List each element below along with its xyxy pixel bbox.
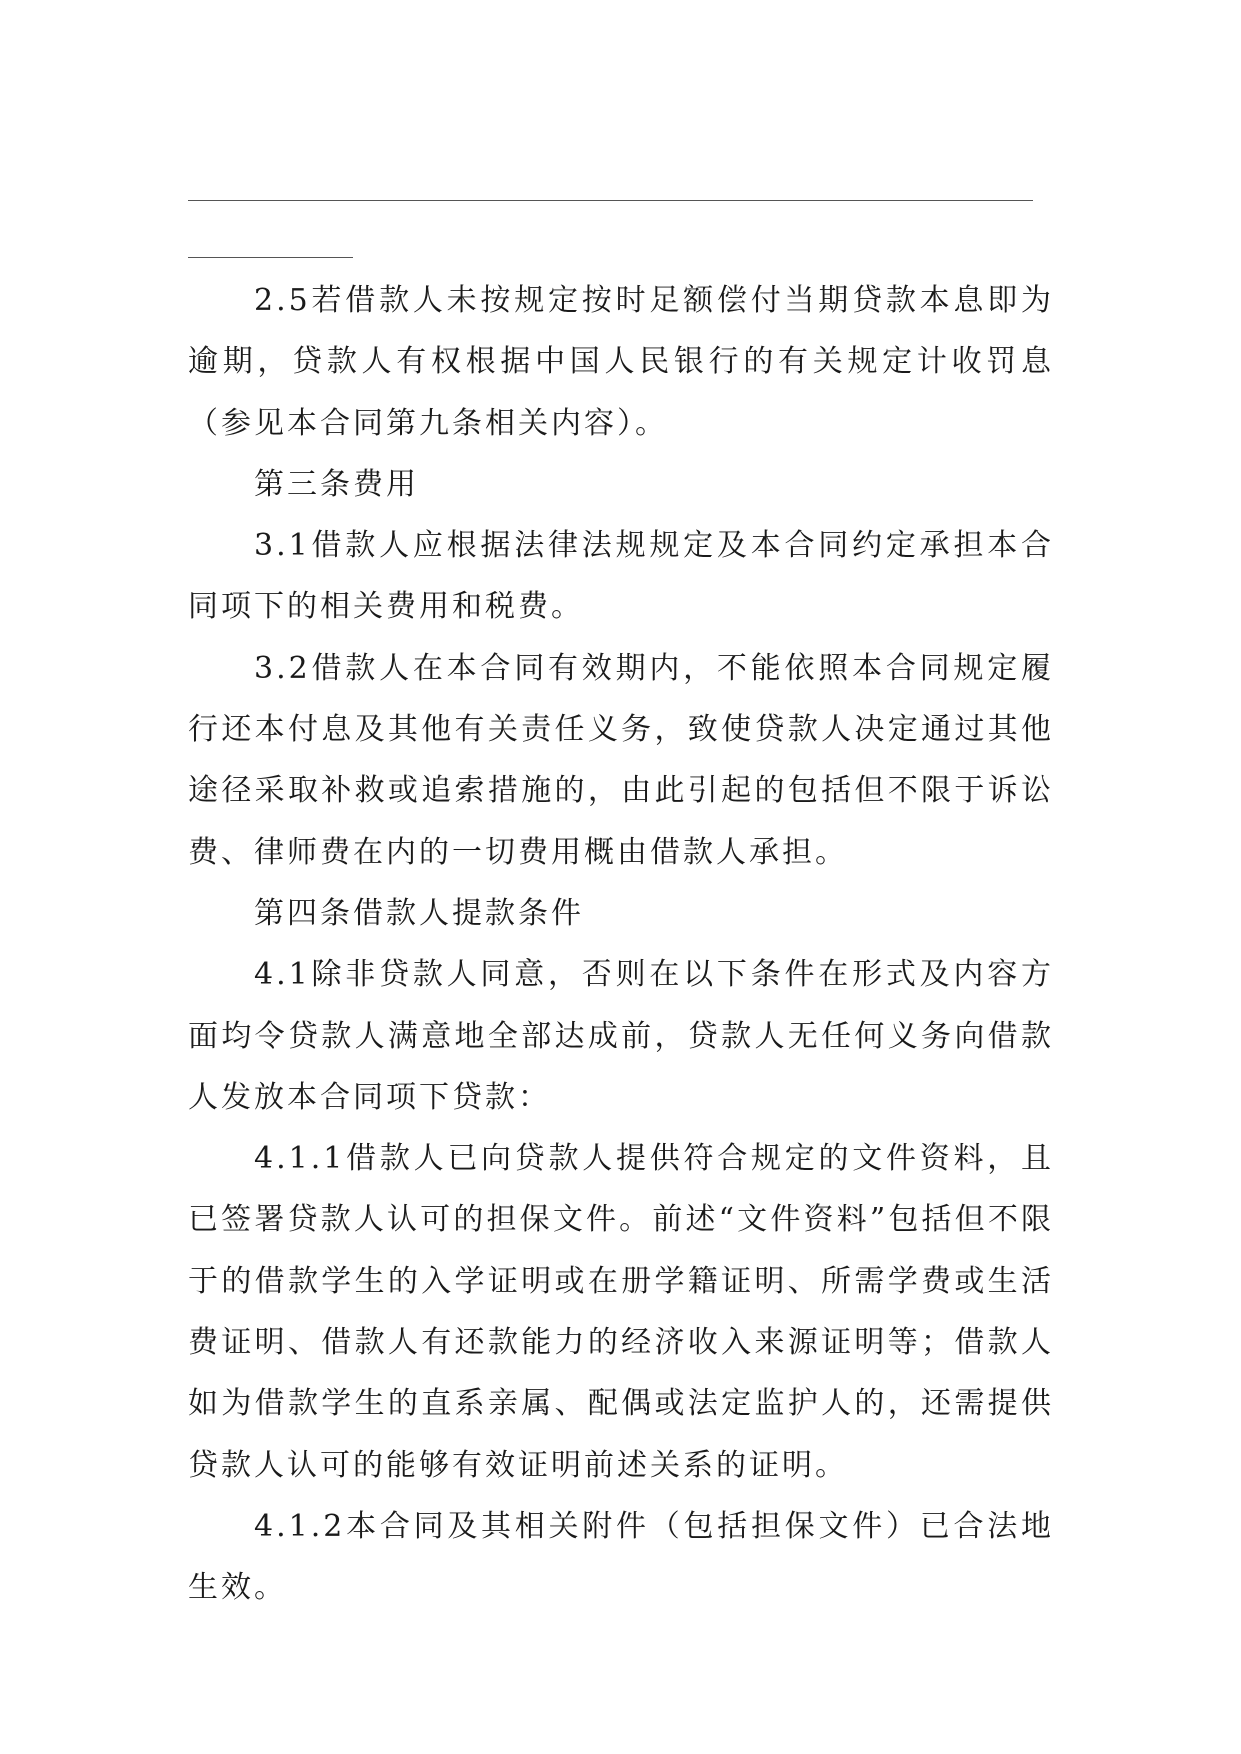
- paragraph-2-5: 2.5若借款人未按规定按时足额偿付当期贷款本息即为逾期，贷款人有权根据中国人民银行的有关规定计收罚息（参见本合同第九条相关内容）。: [188, 283, 1054, 441]
- section-heading-article-3: 第三条费用: [254, 466, 419, 502]
- paragraph-3-2: 3.2借款人在本合同有效期内，不能依照本合同规定履行还本付息及其他有关责任义务，致使贷款人决定通过其他途径采取补救或追索措施的，由此引起的包括但不限于诉讼费、律师费在内的一切费用概由借款人承担。: [188, 650, 1054, 870]
- paragraph-3-1: 3.1借款人应根据法律法规规定及本合同约定承担本合同项下的相关费用和税费。: [188, 528, 1054, 625]
- paragraph-4-1: 4.1除非贷款人同意，否则在以下条件在形式及内容方面均令贷款人满意地全部达成前，贷款人无任何义务向借款人发放本合同项下贷款：: [188, 957, 1054, 1115]
- paragraph-4-1-1: 4.1.1借款人已向贷款人提供符合规定的文件资料，且已签署贷款人认可的担保文件。前述“文件资料”包括但不限于的借款学生的入学证明或在册学籍证明、所需学费或生活费证明、借款人有还款能力的经济收入来源证明等；借款人如为借款学生的直系亲属、配偶或法定监护人的，还需提供贷款人认可的能够有效证明前述关系的证明。: [188, 1141, 1054, 1483]
- blank-fill-line-continued: [188, 257, 353, 258]
- blank-fill-line: [188, 200, 1033, 201]
- document-body: [188, 270, 1054, 1619]
- paragraph-4-1-2: 4.1.2本合同及其相关附件（包括担保文件）已合法地生效。: [188, 1508, 1054, 1606]
- section-heading-article-4: 第四条借款人提款条件: [254, 895, 584, 931]
